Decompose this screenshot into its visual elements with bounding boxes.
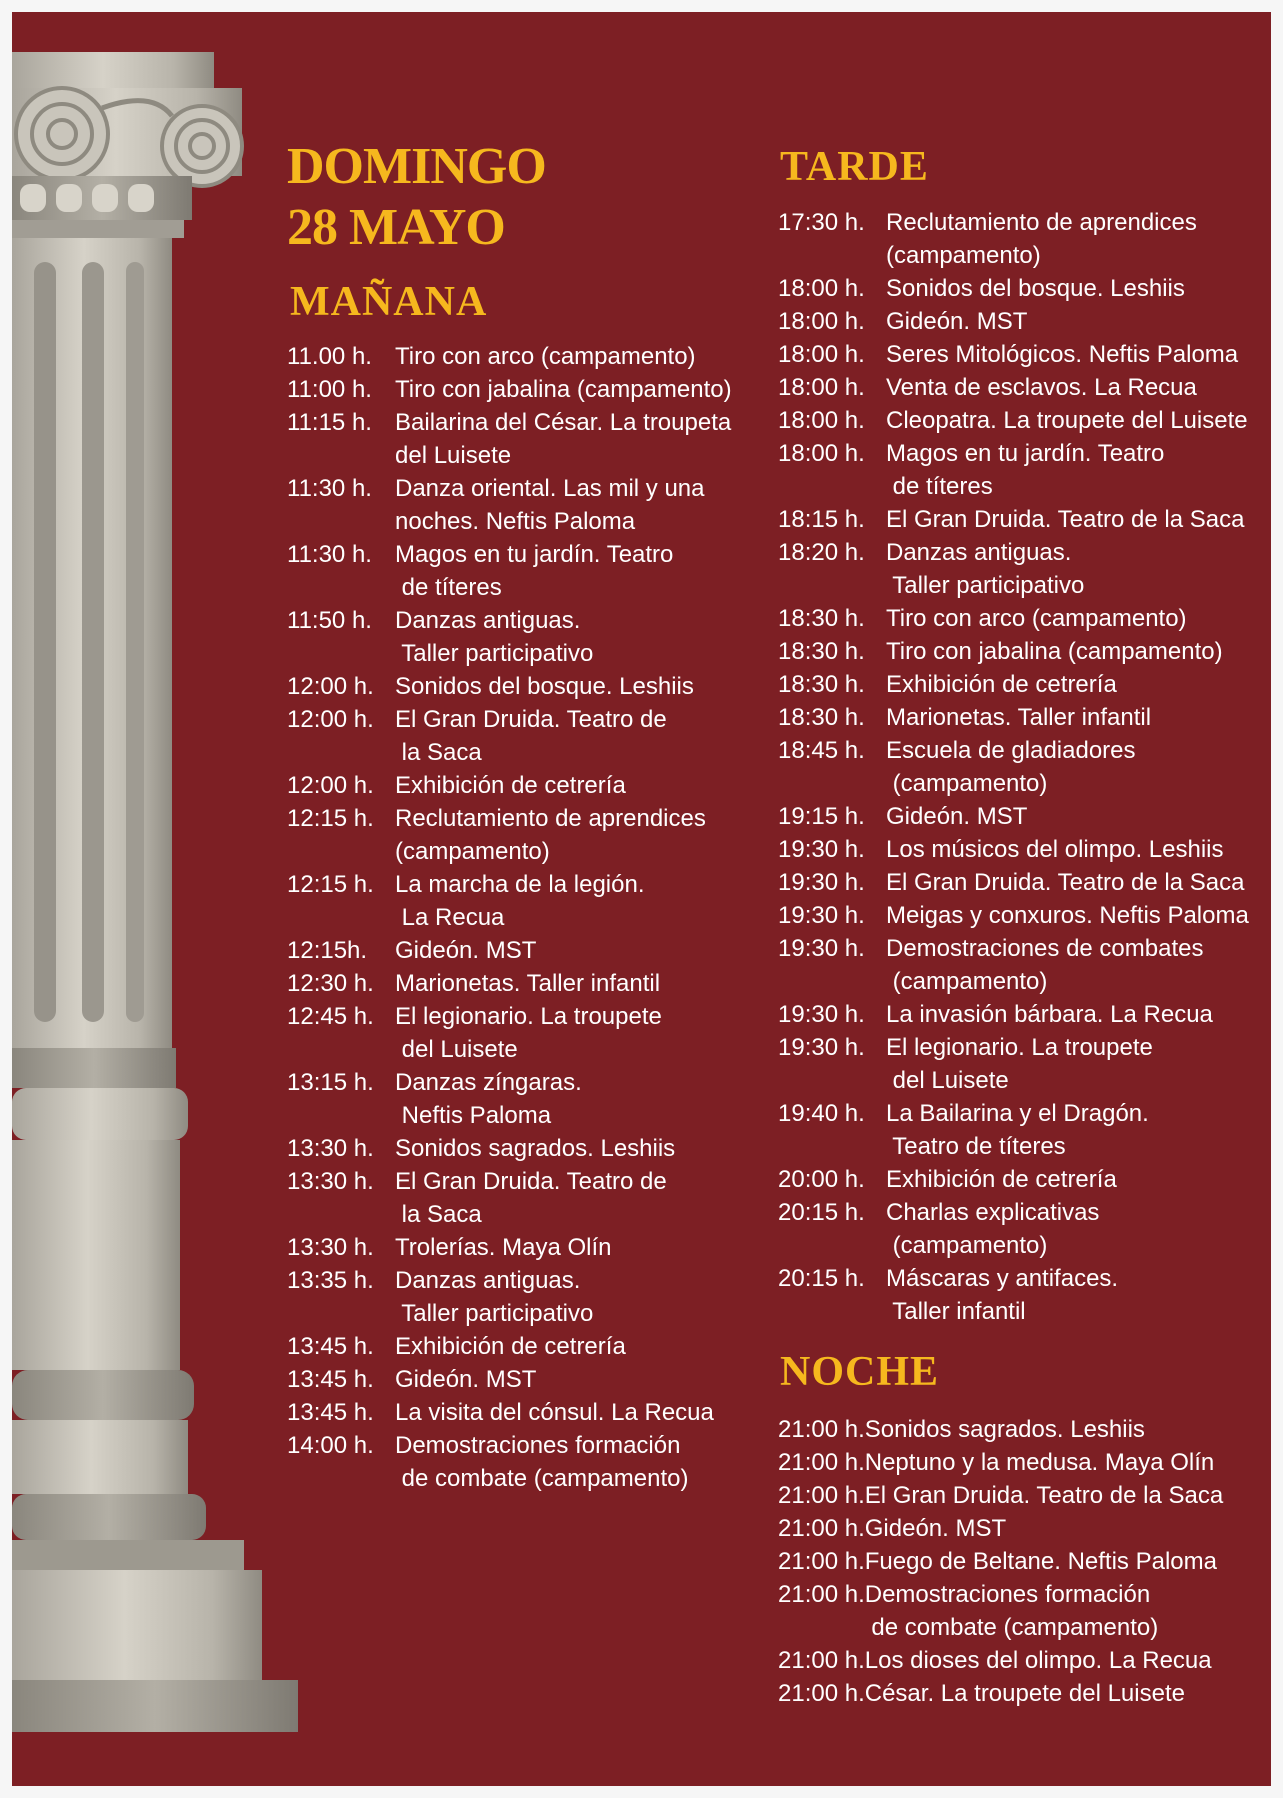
list-item <box>287 1231 732 1264</box>
event-title: El Gran Druida. Teatro de la Saca <box>395 706 667 766</box>
event-time: 12:30 h. <box>287 970 374 997</box>
list-item <box>287 802 732 868</box>
event-title: Gideón. MST <box>395 937 537 964</box>
list-item <box>778 404 1249 437</box>
list-item <box>778 1097 1249 1163</box>
list-item <box>287 769 732 802</box>
event-title: La visita del cónsul. La Recua <box>395 1399 714 1426</box>
event-time: 11:00 h. <box>287 376 372 403</box>
event-time: 13:45 h. <box>287 1399 374 1426</box>
event-title: Reclutamiento de aprendices (campamento) <box>395 805 706 865</box>
list-item <box>778 1031 1249 1097</box>
event-time: 12:15 h. <box>287 871 374 898</box>
event-time: 12:00 h. <box>287 706 374 733</box>
list-item <box>287 1066 732 1132</box>
event-time: 12:45 h. <box>287 1003 374 1030</box>
event-title: Danzas zíngaras. Neftis Paloma <box>395 1069 582 1129</box>
event-time: 19:15 h. <box>778 803 865 830</box>
event-time: 19:40 h. <box>778 1100 865 1127</box>
event-title: El Gran Druida. Teatro de la Saca <box>886 869 1245 896</box>
event-title: El legionario. La troupete del Luisete <box>886 1034 1153 1094</box>
event-title: Reclutamiento de aprendices (campamento) <box>886 209 1197 269</box>
title-date: 28 MAYO <box>287 199 505 256</box>
event-time: 13:30 h. <box>287 1135 374 1162</box>
event-time: 13:30 h. <box>287 1168 374 1195</box>
list-item <box>778 305 1249 338</box>
event-time: 18:30 h. <box>778 671 865 698</box>
event-title: Sonidos sagrados. Leshiis <box>864 1416 1145 1443</box>
event-time: 13:35 h. <box>287 1267 374 1294</box>
event-time: 12:15h. <box>287 937 368 964</box>
list-item <box>778 1677 1223 1710</box>
event-title: Gideón. MST <box>395 1366 537 1393</box>
event-title: Bailarina del César. La troupeta del Luisete <box>395 409 732 469</box>
list-item <box>778 800 1249 833</box>
tarde-event-list <box>778 206 1249 1328</box>
list-item <box>778 932 1249 998</box>
event-time: 21:00 h. <box>778 1647 865 1674</box>
list-item <box>287 604 732 670</box>
list-item <box>287 538 732 604</box>
list-item <box>778 1196 1249 1262</box>
event-time: 20:15 h. <box>778 1265 865 1292</box>
list-item <box>778 1644 1223 1677</box>
list-item <box>287 1330 732 1363</box>
event-title: Escuela de gladiadores (campamento) <box>886 737 1136 797</box>
event-time: 13:45 h. <box>287 1333 374 1360</box>
event-time: 19:30 h. <box>778 935 865 962</box>
event-title: Exhibición de cetrería <box>395 772 626 799</box>
event-title: Exhibición de cetrería <box>886 1166 1117 1193</box>
event-title: Demostraciones formación de combate (campamento) <box>395 1432 689 1492</box>
event-time: 19:30 h. <box>778 1001 865 1028</box>
event-title: Magos en tu jardín. Teatro de títeres <box>886 440 1165 500</box>
event-title: Tiro con arco (campamento) <box>395 343 696 370</box>
event-time: 19:30 h. <box>778 902 865 929</box>
event-time: 21:00 h. <box>778 1416 865 1443</box>
event-time: 13:30 h. <box>287 1234 374 1261</box>
event-title: Marionetas. Taller infantil <box>395 970 661 997</box>
event-title: El Gran Druida. Teatro de la Saca <box>864 1482 1224 1509</box>
list-item <box>287 1396 732 1429</box>
event-time: 18:30 h. <box>778 638 865 665</box>
event-time: 11:30 h. <box>287 541 372 568</box>
list-item <box>778 734 1249 800</box>
event-title: Gideón. MST <box>886 308 1028 335</box>
event-time: 18:00 h. <box>778 341 865 368</box>
event-title: Trolerías. Maya Olín <box>395 1234 612 1261</box>
section-heading-noche: NOCHE <box>780 1349 940 1395</box>
event-time: 19:30 h. <box>778 869 865 896</box>
list-item <box>778 1479 1223 1512</box>
list-item <box>778 899 1249 932</box>
event-title: Meigas y conxuros. Neftis Paloma <box>886 902 1249 929</box>
schedule-poster <box>12 12 1271 1786</box>
list-item <box>287 1165 732 1231</box>
event-time: 18:30 h. <box>778 605 865 632</box>
list-item <box>778 536 1249 602</box>
event-title: Los dioses del olimpo. La Recua <box>864 1647 1212 1674</box>
event-title: César. La troupete del Luisete <box>864 1680 1185 1707</box>
section-heading-tarde: TARDE <box>780 144 929 190</box>
list-item <box>778 437 1249 503</box>
list-item <box>778 371 1249 404</box>
list-item <box>287 1000 732 1066</box>
list-item <box>287 1363 732 1396</box>
event-time: 21:00 h. <box>778 1482 865 1509</box>
list-item <box>778 1578 1223 1644</box>
list-item <box>287 340 732 373</box>
list-item <box>778 866 1249 899</box>
event-title: Fuego de Beltane. Neftis Paloma <box>864 1548 1217 1575</box>
list-item <box>778 1545 1223 1578</box>
event-title: La invasión bárbara. La Recua <box>886 1001 1213 1028</box>
event-title: Sonidos del bosque. Leshiis <box>395 673 694 700</box>
event-time: 18:00 h. <box>778 308 865 335</box>
event-time: 18:00 h. <box>778 374 865 401</box>
event-time: 12:00 h. <box>287 673 374 700</box>
event-title: Magos en tu jardín. Teatro de títeres <box>395 541 674 601</box>
event-time: 18:00 h. <box>778 275 865 302</box>
event-time: 18:00 h. <box>778 440 865 467</box>
list-item <box>287 670 732 703</box>
list-item <box>778 338 1249 371</box>
event-time: 19:30 h. <box>778 1034 865 1061</box>
event-title: El Gran Druida. Teatro de la Saca <box>886 506 1245 533</box>
list-item <box>778 272 1249 305</box>
event-time: 19:30 h. <box>778 836 865 863</box>
event-title: Venta de esclavos. La Recua <box>886 374 1197 401</box>
ionic-column-icon <box>12 12 312 1786</box>
event-time: 13:45 h. <box>287 1366 374 1393</box>
event-title: Sonidos sagrados. Leshiis <box>395 1135 676 1162</box>
event-time: 12:00 h. <box>287 772 374 799</box>
list-item <box>287 1429 732 1495</box>
event-time: 18:30 h. <box>778 704 865 731</box>
event-title: Danzas antiguas. Taller participativo <box>395 1267 594 1327</box>
event-time: 21:00 h. <box>778 1680 865 1707</box>
event-title: Neptuno y la medusa. Maya Olín <box>864 1449 1215 1476</box>
event-time: 21:00 h. <box>778 1515 865 1542</box>
event-time: 18:00 h. <box>778 407 865 434</box>
event-title: Exhibición de cetrería <box>395 1333 626 1360</box>
event-title: Cleopatra. La troupete del Luisete <box>886 407 1248 434</box>
event-title: Demostraciones formación de combate (campamento) <box>864 1581 1159 1641</box>
list-item <box>287 703 732 769</box>
event-time: 11:15 h. <box>287 409 372 436</box>
event-title: Danzas antiguas. Taller participativo <box>886 539 1085 599</box>
event-title: Demostraciones de combates (campamento) <box>886 935 1204 995</box>
list-item <box>778 701 1249 734</box>
event-title: Máscaras y antifaces. Taller infantil <box>886 1265 1119 1325</box>
event-title: La Bailarina y el Dragón. Teatro de títeres <box>886 1100 1149 1160</box>
list-item <box>778 998 1249 1031</box>
event-title: Danzas antiguas. Taller participativo <box>395 607 594 667</box>
list-item <box>778 1512 1223 1545</box>
list-item <box>287 1264 732 1330</box>
event-time: 18:15 h. <box>778 506 865 533</box>
event-title: Tiro con jabalina (campamento) <box>886 638 1223 665</box>
event-time: 13:15 h. <box>287 1069 374 1096</box>
event-title: Marionetas. Taller infantil <box>886 704 1152 731</box>
event-title: El Gran Druida. Teatro de la Saca <box>395 1168 667 1228</box>
list-item <box>287 472 732 538</box>
event-time: 21:00 h. <box>778 1449 865 1476</box>
event-title: Gideón. MST <box>864 1515 1007 1542</box>
event-title: El legionario. La troupete del Luisete <box>395 1003 662 1063</box>
event-time: 21:00 h. <box>778 1548 865 1575</box>
list-item <box>778 1262 1249 1328</box>
event-time: 14:00 h. <box>287 1432 374 1459</box>
event-title: La marcha de la legión. La Recua <box>395 871 645 931</box>
list-item <box>287 967 732 1000</box>
noche-event-list <box>778 1413 1223 1710</box>
list-item <box>778 833 1249 866</box>
event-time: 17:30 h. <box>778 209 865 236</box>
list-item <box>778 206 1249 272</box>
list-item <box>287 406 732 472</box>
event-title: Los músicos del olimpo. Leshiis <box>886 836 1224 863</box>
event-title: Tiro con jabalina (campamento) <box>395 376 732 403</box>
event-time: 11:50 h. <box>287 607 372 634</box>
event-time: 11:30 h. <box>287 475 372 502</box>
event-title: Gideón. MST <box>886 803 1028 830</box>
list-item <box>778 668 1249 701</box>
list-item <box>778 1413 1223 1446</box>
list-item <box>778 503 1249 536</box>
list-item <box>778 1163 1249 1196</box>
list-item <box>287 934 732 967</box>
event-time: 11.00 h. <box>287 343 372 370</box>
event-time: 18:20 h. <box>778 539 865 566</box>
list-item <box>287 373 732 406</box>
page-title <box>287 136 546 258</box>
title-day: DOMINGO <box>287 138 546 195</box>
manana-event-list <box>287 340 732 1495</box>
event-time: 18:45 h. <box>778 737 865 764</box>
event-time: 20:00 h. <box>778 1166 865 1193</box>
list-item <box>778 1446 1223 1479</box>
event-title: Exhibición de cetrería <box>886 671 1117 698</box>
list-item <box>778 602 1249 635</box>
list-item <box>778 635 1249 668</box>
event-title: Sonidos del bosque. Leshiis <box>886 275 1185 302</box>
section-heading-manana: MAÑANA <box>290 279 488 325</box>
list-item <box>287 868 732 934</box>
event-title: Charlas explicativas (campamento) <box>886 1199 1100 1259</box>
event-time: 21:00 h. <box>778 1581 865 1608</box>
event-time: 12:15 h. <box>287 805 374 832</box>
list-item <box>287 1132 732 1165</box>
event-title: Danza oriental. Las mil y una noches. Neftis Paloma <box>395 475 705 535</box>
event-time: 20:15 h. <box>778 1199 865 1226</box>
event-title: Tiro con arco (campamento) <box>886 605 1187 632</box>
event-title: Seres Mitológicos. Neftis Paloma <box>886 341 1239 368</box>
